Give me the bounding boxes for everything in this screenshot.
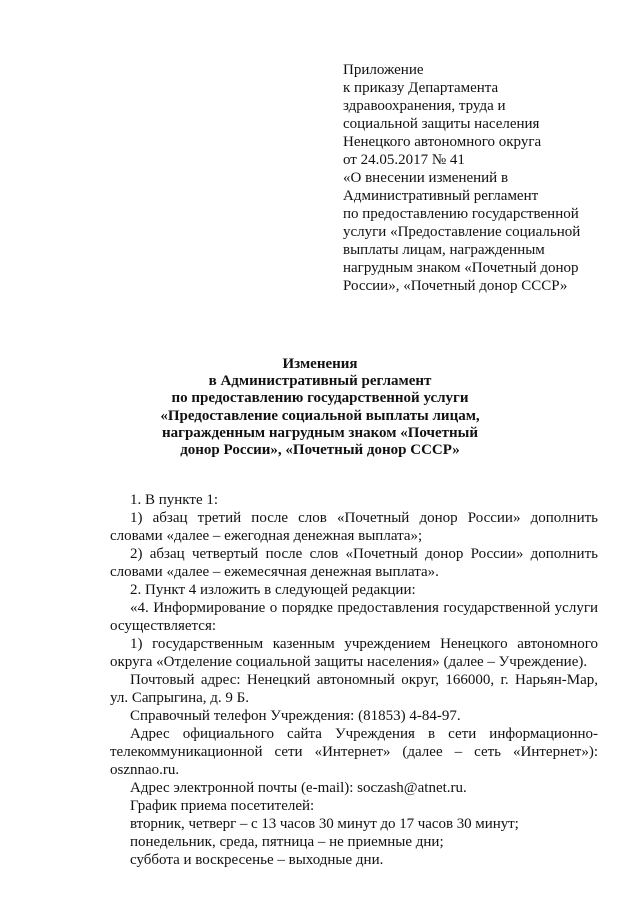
appendix-line: по предоставлению государственной — [343, 206, 579, 222]
paragraph: Справочный телефон Учреждения: (81853) 4-84-97. — [130, 708, 461, 724]
appendix-line: Приложение — [343, 62, 424, 78]
paragraph: 1) абзац третий после слов «Почетный донор России» дополнить словами «далее – ежегодная денежная выплата»; — [110, 510, 598, 544]
title-line: донор России», «Почетный донор СССР» — [180, 442, 460, 459]
document-body — [110, 491, 598, 869]
appendix-header — [343, 61, 613, 295]
appendix-line: от 24.05.2017 № 41 — [343, 152, 465, 168]
appendix-line: социальной защиты населения — [343, 116, 540, 132]
paragraph: 1) государственным казенным учреждением Ненецкого автономного округа «Отделение социальной защиты населения» (далее – Учреждение). — [110, 636, 598, 670]
appendix-line: «О внесении изменений в — [343, 170, 509, 186]
appendix-line: к приказу Департамента — [343, 80, 499, 96]
appendix-line: России», «Почетный донор СССР» — [343, 278, 568, 294]
paragraph: Адрес электронной почты (e-mail): soczash@atnet.ru. — [130, 780, 467, 796]
document-title — [0, 356, 640, 459]
appendix-line: здравоохранения, труда и — [343, 98, 506, 114]
title-line: «Предоставление социальной выплаты лицам, — [160, 407, 480, 424]
title-line: в Административный регламент — [208, 373, 432, 390]
appendix-line: услуги «Предоставление социальной — [343, 224, 581, 240]
appendix-line: нагрудным знаком «Почетный донор — [343, 260, 579, 276]
title-line: награжденным нагрудным знаком «Почетный — [161, 424, 478, 441]
paragraph: Адрес официального сайта Учреждения в сети информационно-телекоммуникационной сети «Интернет» (далее – сеть «Интернет»): osznnao.ru. — [110, 726, 598, 778]
paragraph: Почтовый адрес: Ненецкий автономный округ, 166000, г. Нарьян-Мар, ул. Сапрыгина, д. 9 Б. — [110, 672, 598, 706]
appendix-line: Административный регламент — [343, 188, 539, 204]
appendix-line: Ненецкого автономного округа — [343, 134, 542, 150]
paragraph: 2. Пункт 4 изложить в следующей редакции: — [130, 582, 416, 598]
paragraph: «4. Информирование о порядке предоставления государственной услуги осуществляется: — [110, 600, 598, 634]
paragraph: 2) абзац четвертый после слов «Почетный донор России» дополнить словами «далее – ежемесячная денежная выплата». — [110, 546, 598, 580]
paragraph: понедельник, среда, пятница – не приемные дни; — [130, 834, 444, 850]
paragraph: вторник, четверг – с 13 часов 30 минут до 17 часов 30 минут; — [130, 816, 519, 832]
paragraph: График приема посетителей: — [130, 798, 315, 814]
title-line: по предоставлению государственной услуги — [171, 390, 469, 407]
paragraph: суббота и воскресенье – выходные дни. — [130, 852, 384, 868]
title-line: Изменения — [282, 356, 358, 372]
appendix-line: выплаты лицам, награжденным — [343, 242, 545, 258]
paragraph: 1. В пункте 1: — [130, 492, 219, 508]
